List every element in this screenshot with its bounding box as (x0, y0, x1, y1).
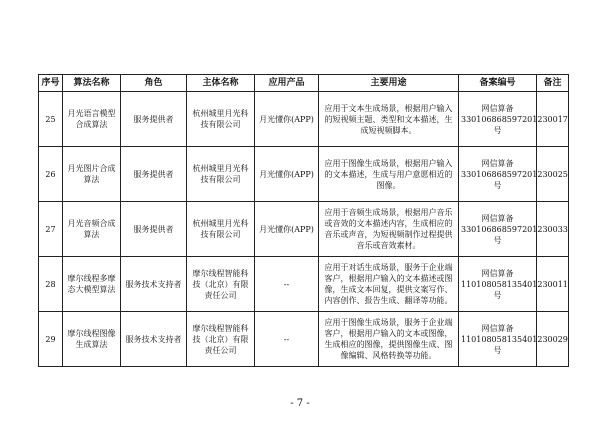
header-algorithm: 算法名称 (63, 75, 121, 92)
cell-algorithm: 摩尔线程图像生成算法 (63, 312, 121, 367)
cell-record: 网信算备330106868597201230017号 (459, 92, 537, 147)
cell-product: 月光懂你(APP) (255, 202, 319, 257)
header-usage: 主要用途 (319, 75, 459, 92)
header-remark: 备注 (537, 75, 569, 92)
header-record: 备案编号 (459, 75, 537, 92)
cell-role: 服务技术支持者 (121, 312, 187, 367)
table-row (39, 92, 569, 147)
cell-usage: 应用于音频生成场景，根据用户音乐或音效的文本描述内容，生成相应的音乐或声音，为短视频制作过程提供音乐或音效素材。 (319, 202, 459, 257)
cell-record: 网信算备110108058135401230011号 (459, 257, 537, 312)
cell-usage: 应用于图像生成场景，服务于企业端客户，根据用户输入的文本或图像，生成相应的图像，提供图像生成、图像编辑、风格转换等功能。 (319, 312, 459, 367)
cell-no: 28 (39, 257, 63, 312)
cell-role: 服务提供者 (121, 202, 187, 257)
table-header-row (39, 75, 569, 92)
cell-role: 服务提供者 (121, 147, 187, 202)
cell-no: 27 (39, 202, 63, 257)
cell-no: 29 (39, 312, 63, 367)
cell-no: 26 (39, 147, 63, 202)
cell-product: -- (255, 257, 319, 312)
header-product: 应用产品 (255, 75, 319, 92)
algorithm-registry-table (38, 74, 569, 367)
table-row (39, 312, 569, 367)
cell-product: 月光懂你(APP) (255, 147, 319, 202)
cell-algorithm: 月光音频合成算法 (63, 202, 121, 257)
cell-product: 月光懂你(APP) (255, 92, 319, 147)
header-entity: 主体名称 (187, 75, 255, 92)
cell-algorithm: 月光语言模型合成算法 (63, 92, 121, 147)
cell-algorithm: 月光图片合成算法 (63, 147, 121, 202)
cell-record: 网信算备330106868597201230033号 (459, 202, 537, 257)
cell-entity: 杭州城里月光科技有限公司 (187, 202, 255, 257)
cell-entity: 杭州城里月光科技有限公司 (187, 147, 255, 202)
cell-no: 25 (39, 92, 63, 147)
cell-algorithm: 摩尔线程多摩态大模型算法 (63, 257, 121, 312)
cell-usage: 应用于文本生成场景，根据用户输入的短视频主题、类型和文本描述，生成短视频脚本。 (319, 92, 459, 147)
cell-role: 服务技术支持者 (121, 257, 187, 312)
cell-record: 网信算备110108058135401230029号 (459, 312, 537, 367)
page-number: - 7 - (290, 398, 310, 409)
header-no: 序号 (39, 75, 63, 92)
table-row (39, 147, 569, 202)
table-row (39, 257, 569, 312)
cell-usage: 应用于图像生成场景，根据用户输入的文本描述，生成与用户意愿相近的图像。 (319, 147, 459, 202)
cell-usage: 应用于对话生成场景，服务于企业端客户，根据用户输入的文本描述或图像，生成文本回复，提供文案写作、内容创作、报告生成、翻译等功能。 (319, 257, 459, 312)
table-row (39, 202, 569, 257)
cell-entity: 摩尔线程智能科技（北京）有限责任公司 (187, 312, 255, 367)
header-role: 角色 (121, 75, 187, 92)
cell-product: -- (255, 312, 319, 367)
cell-record: 网信算备330106868597201230025号 (459, 147, 537, 202)
cell-entity: 摩尔线程智能科技（北京）有限责任公司 (187, 257, 255, 312)
cell-entity: 杭州城里月光科技有限公司 (187, 92, 255, 147)
cell-role: 服务提供者 (121, 92, 187, 147)
